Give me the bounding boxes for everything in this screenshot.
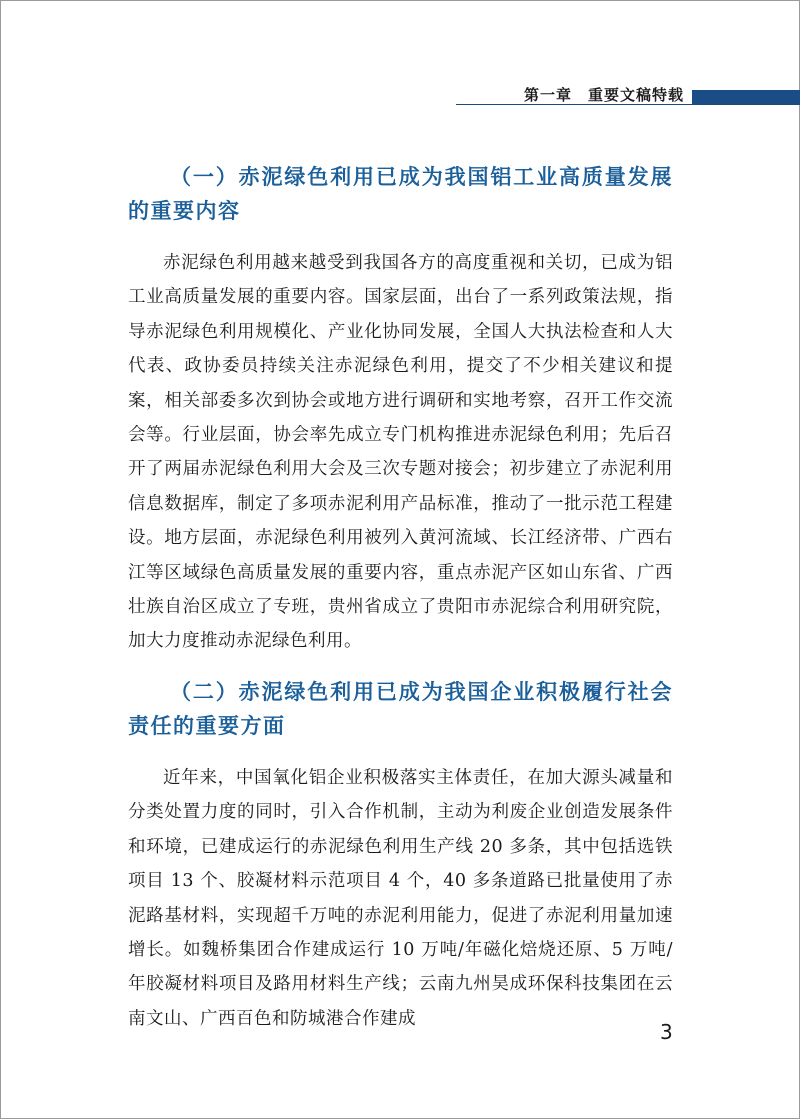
section-paragraph: 赤泥绿色利用越来越受到我国各方的高度重视和关切，已成为铝工业高质量发展的重要内容。国家层面，出台了一系列政策法规，指导赤泥绿色利用规模化、产业化协同发展，全国人大执法检查和人大代表、政协委员持续关注赤泥绿色利用，提交了不少相关建议和提案，相关部委多次到协会或地方进行调研和实地考察，召开工作交流会等。行业层面，协会率先成立专门机构推进赤泥绿色利用；先后召开了两届赤泥绿色利用大会及三次专题对接会；初步建立了赤泥利用信息数据库，制定了多项赤泥利用产品标准，推动了一批示范工程建设。地方层面，赤泥绿色利用被列入黄河流域、长江经济带、广西右江等区域绿色高质量发展的重要内容，重点赤泥产区如山东省、广西壮族自治区成立了专班，贵州省成立了贵阳市赤泥综合利用研究院，加大力度推动赤泥绿色利用。 [128,253,673,652]
section-2 [128,675,673,1036]
chapter-title: 第一章 重要文稿特载 [523,86,684,104]
header-accent-bar [692,90,800,105]
section-1 [128,160,673,659]
header-rule [456,104,692,105]
section-heading: （一）赤泥绿色利用已成为我国铝工业高质量发展的重要内容 [128,165,673,223]
section-paragraph: 近年来，中国氧化铝企业积极落实主体责任，在加大源头减量和分类处置力度的同时，引入合作机制，主动为利废企业创造发展条件和环境，已建成运行的赤泥绿色利用生产线 20 多条，其中包括选铁项目 13 个、胶凝材料示范项目 4 个，40 多条道路已批量使用了赤泥路基材料，实现超千万吨的赤泥利用能力，促进了赤泥利用量加速增长。如魏桥集团合作建成运行 10 万吨/年磁化焙烧还原、5 万吨/年胶凝材料项目及路用材料生产线；云南九州昊成环保科技集团在云南文山、广西百色和防城港合作建成 [128,767,673,1029]
section-heading: （二）赤泥绿色利用已成为我国企业积极履行社会责任的重要方面 [128,679,673,738]
main-content [128,160,673,1052]
running-header [0,84,800,106]
page-number: 3 [660,1020,673,1044]
